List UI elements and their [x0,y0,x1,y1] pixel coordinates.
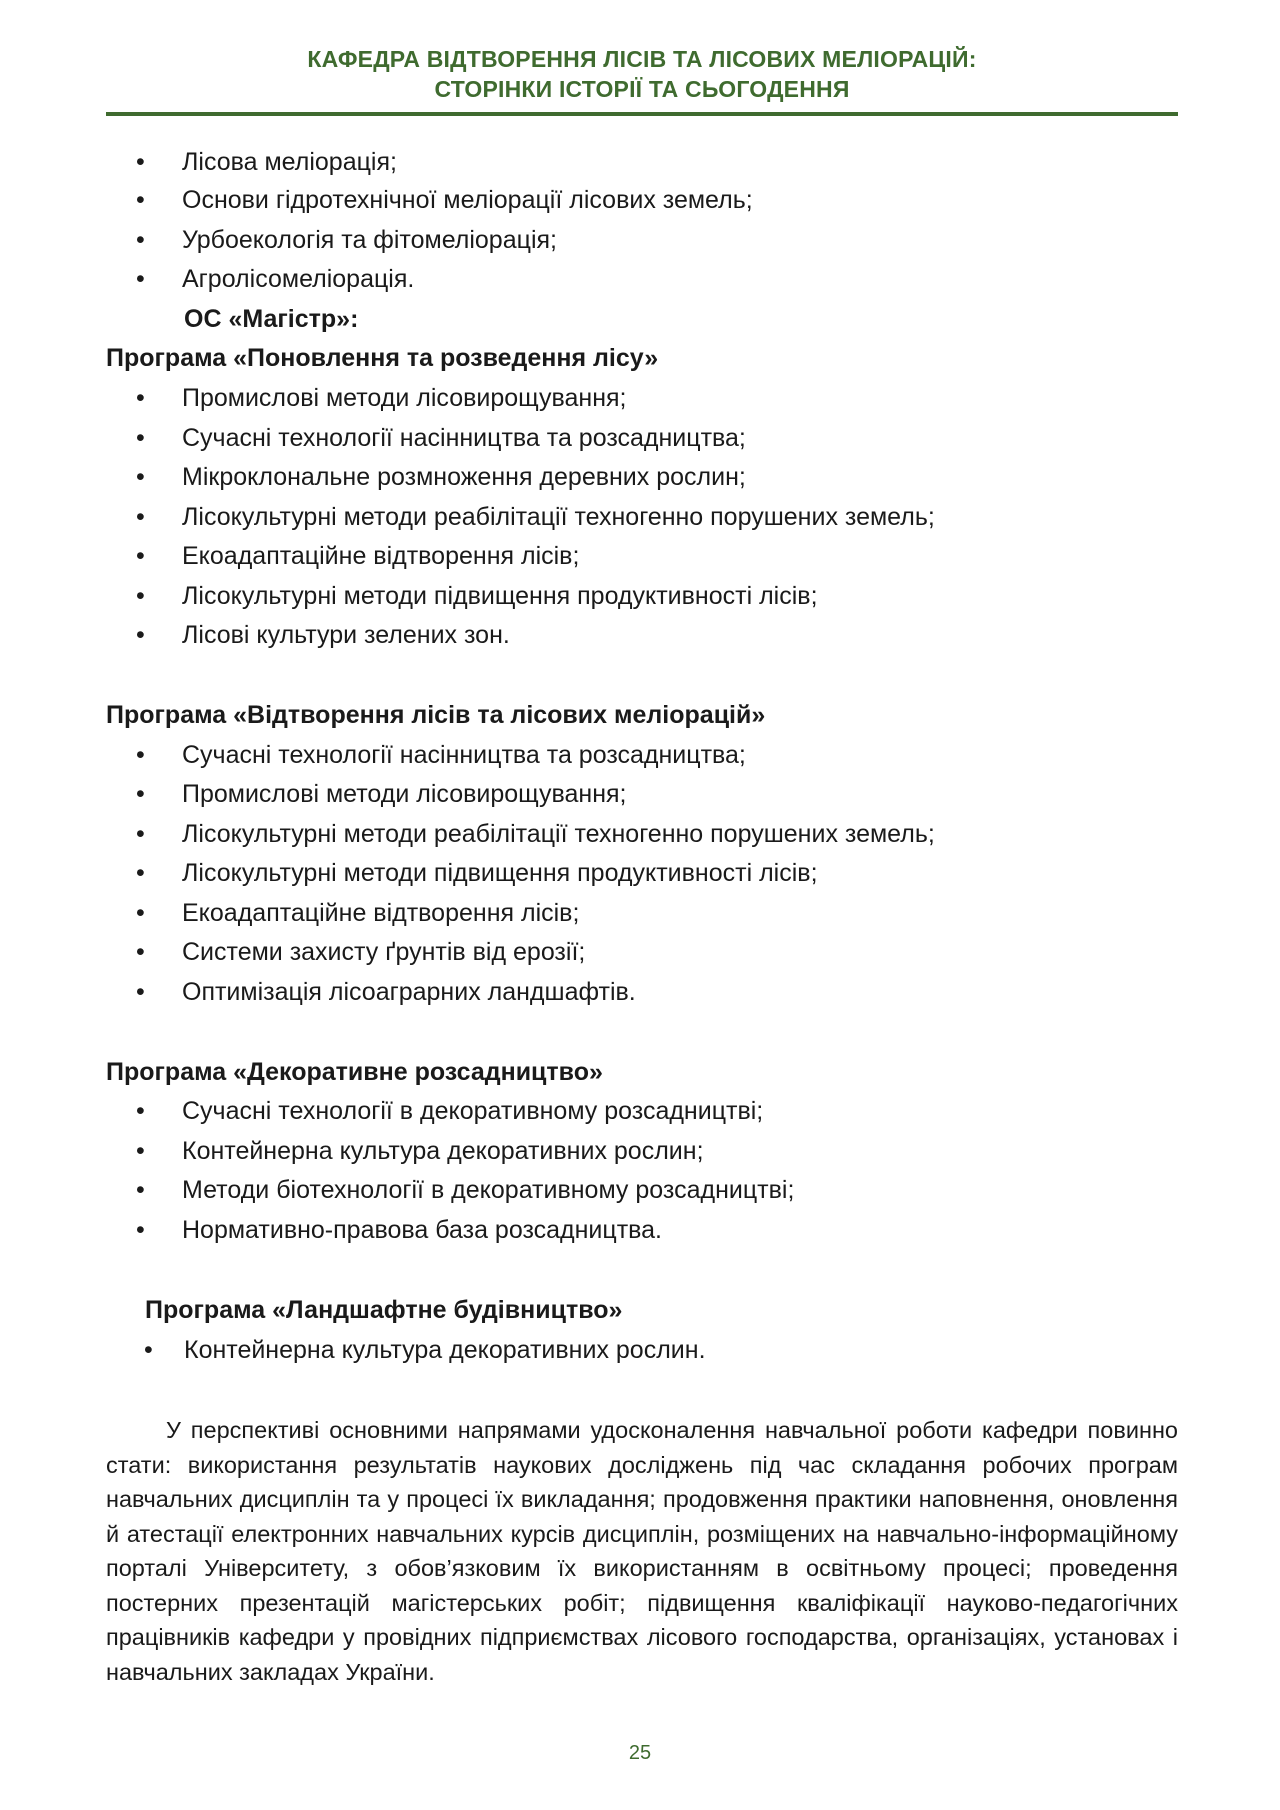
list-item-text: Урбоекологія та фітомеліорація; [182,226,557,254]
list-item-text: Промислові методи лісовирощування; [182,780,627,808]
header-line-2: СТОРІНКИ ІСТОРІЇ ТА СЬОГОДЕННЯ [434,76,850,102]
list-item-text: Лісова меліорація; [182,148,397,176]
masters-heading: ОС «Магістр»: [184,305,359,333]
list-item-text: Сучасні технології насінництва та розсадництва; [182,424,746,452]
list-item-text: Лісокультурні методи реабілітації техногенно порушених земель; [182,503,935,531]
bullet-icon: • [136,186,145,214]
page-number: 25 [628,1742,652,1764]
program-heading: Програма «Відтворення лісів та лісових меліорацій» [106,701,766,729]
list-item-text: Нормативно-правова база розсадництва. [182,1216,663,1244]
list-item-text: Методи біотехнології в декоративному розсадництві; [182,1176,795,1204]
list-item-text: Оптимізація лісоаграрних ландшафтів. [182,978,636,1006]
program-heading: Програма «Ландшафтне будівництво» [145,1296,623,1324]
bullet-icon: • [136,1176,145,1204]
bullet-icon: • [136,542,145,570]
list-item-text: Лісокультурні методи підвищення продуктивності лісів; [182,859,818,887]
bullet-icon: • [136,820,145,848]
list-item-text: Системи захисту ґрунтів від ерозії; [182,938,586,966]
list-item-text: Сучасні технології насінництва та розсадництва; [182,741,746,769]
list-item-text: Основи гідротехнічної меліорації лісових земель; [182,186,753,214]
running-header [106,44,1178,104]
bullet-icon: • [136,148,145,176]
bullet-icon: • [136,463,145,491]
program-heading: Програма «Поновлення та розведення лісу» [106,344,659,372]
bullet-icon: • [136,265,145,293]
list-item-text: Лісові культури зелених зон. [182,621,510,649]
program-heading: Програма «Декоративне розсадництво» [106,1058,603,1086]
list-item-text: Контейнерна культура декоративних рослин; [182,1137,704,1165]
bullet-icon: • [136,582,145,610]
bullet-icon: • [136,503,145,531]
list-item-text: Сучасні технології в декоративному розсадництві; [182,1097,764,1125]
list-item-text: Контейнерна культура декоративних рослин. [184,1336,706,1364]
list-item-text: Екоадаптаційне відтворення лісів; [182,899,580,927]
body-paragraph: У перспективі основними напрямами удосконалення навчальної роботи кафедри повинно стати: використання результатів наукових досліджень під час складання робочих програм навчальних дисциплін та у процесі їх викладання; продовження практики наповнення, оновлення й атестації електронних навчальних курсів дисциплін, розміщених на навчально-інформаційному порталі Університету, з обов’язковим їх використанням в освітньому процесі; проведення постерних презентацій магістерських робіт; підвищення кваліфікації науково-педагогічних працівників кафедри у провідних підприємствах лісового господарства, організаціях, установах і навчальних закладах України. [106,1417,1178,1685]
bullet-icon: • [136,384,145,412]
bullet-icon: • [136,424,145,452]
list-item-text: Промислові методи лісовирощування; [182,384,627,412]
list-item-text: Мікроклональне розмноження деревних рослин; [182,463,746,491]
bullet-icon: • [136,1216,145,1244]
bullet-icon: • [144,1336,153,1364]
bullet-icon: • [136,780,145,808]
bullet-icon: • [136,226,145,254]
bullet-icon: • [136,1137,145,1165]
header-line-1: КАФЕДРА ВІДТВОРЕННЯ ЛІСІВ ТА ЛІСОВИХ МЕЛІОРАЦІЙ: [307,46,977,72]
list-item-text: Екоадаптаційне відтворення лісів; [182,542,580,570]
bullet-icon: • [136,938,145,966]
list-item-text: Лісокультурні методи реабілітації техногенно порушених земель; [182,820,935,848]
header-divider [106,112,1178,116]
bullet-icon: • [136,978,145,1006]
list-item-text: Лісокультурні методи підвищення продуктивності лісів; [182,582,818,610]
bullet-icon: • [136,859,145,887]
bullet-icon: • [136,1097,145,1125]
bullet-icon: • [136,741,145,769]
list-item-text: Агролісомеліорація. [182,265,415,293]
bullet-icon: • [136,899,145,927]
bullet-icon: • [136,621,145,649]
